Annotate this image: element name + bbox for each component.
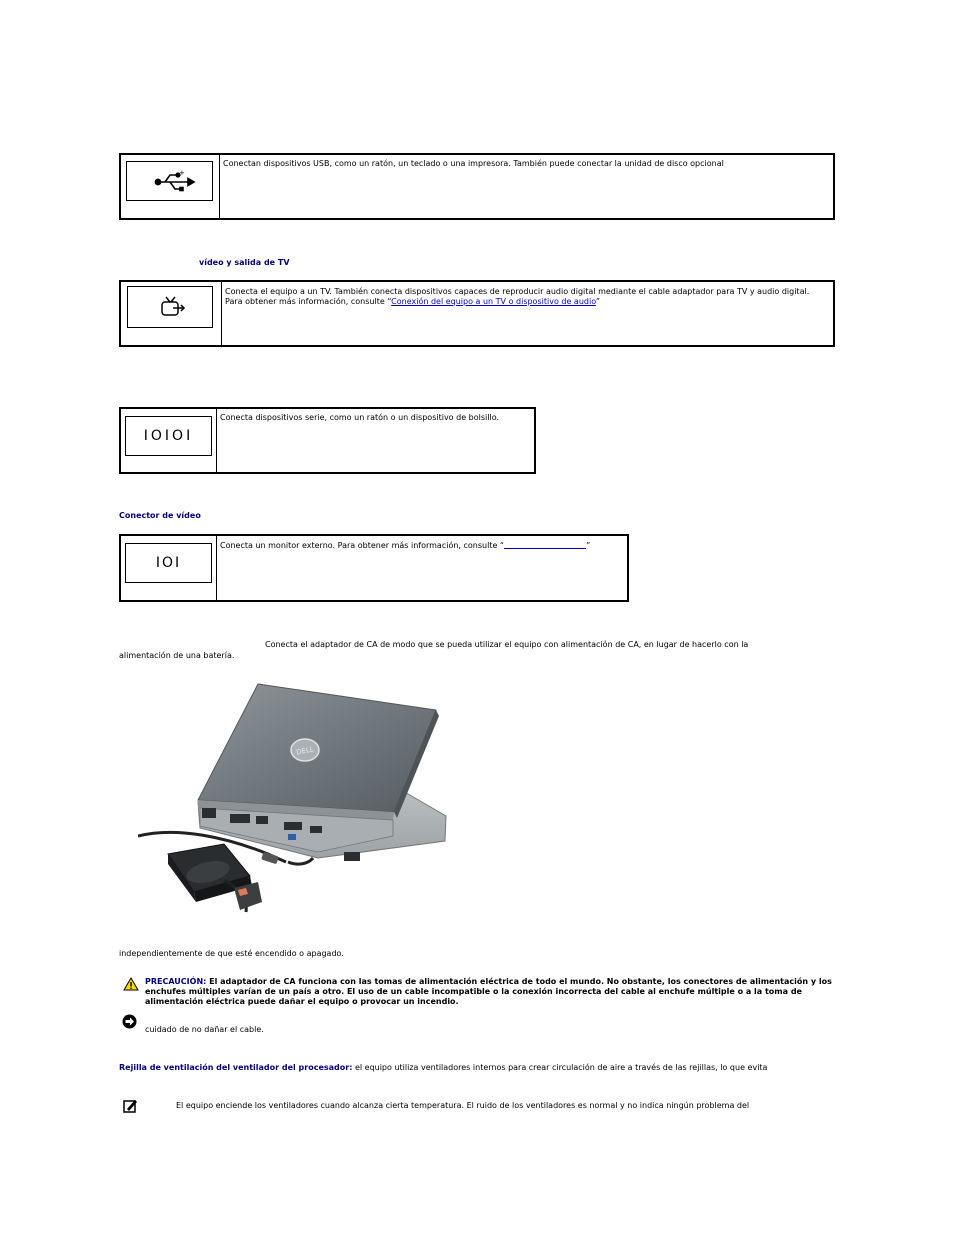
video-port-icon: IOI bbox=[155, 555, 182, 571]
fan-paragraph bbox=[119, 1063, 839, 1072]
usb-description: Conectan dispositivos USB, como un ratón, un teclado o una impresora. También puede conectar la unidad de disco opcional bbox=[223, 159, 724, 168]
usb-table bbox=[119, 153, 835, 220]
tv-description bbox=[225, 287, 825, 307]
serial-description: Conecta dispositivos serie, como un ratón o un dispositivo de bolsillo. bbox=[220, 413, 499, 422]
tv-out-icon bbox=[128, 287, 212, 327]
note-text: El equipo enciende los ventiladores cuando alcanza cierta temperatura. El ruido de los ventiladores es normal y no indica ningún problema del bbox=[176, 1101, 750, 1110]
video-table bbox=[119, 534, 629, 602]
svg-text:+: + bbox=[179, 169, 185, 177]
serial-icon-frame bbox=[125, 416, 212, 456]
fan-text: el equipo utiliza ventiladores internos para crear circulación de aire a través de las rejillas, lo que evita bbox=[352, 1063, 768, 1072]
caution-text bbox=[145, 977, 833, 1007]
usb-icon-cell bbox=[121, 155, 220, 218]
serial-icon-cell bbox=[121, 409, 217, 472]
video-heading: Conector de vídeo bbox=[119, 511, 201, 520]
video-description-close: ” bbox=[586, 541, 591, 550]
note-icon bbox=[123, 1099, 138, 1113]
tv-heading: vídeo y salida de TV bbox=[199, 258, 290, 267]
tv-description-close: ” bbox=[595, 297, 600, 306]
usb-icon-frame bbox=[126, 161, 213, 201]
tv-description-text: Conecta el equipo a un TV. También conecta dispositivos capaces de reproducir audio digital mediante el cable adaptador para TV y audio digital. Para obtener más información, consulte “ bbox=[225, 287, 810, 306]
ac-text-after-image: independientemente de que esté encendido o apagado. bbox=[119, 949, 344, 958]
caution-label: PRECAUCIÓN: bbox=[145, 977, 207, 986]
notice-text: cuidado de no dañar el cable. bbox=[145, 1025, 264, 1034]
video-monitor-link[interactable] bbox=[504, 540, 586, 549]
serial-table bbox=[119, 407, 536, 474]
usb-icon bbox=[127, 162, 212, 200]
video-icon-cell bbox=[121, 536, 217, 600]
ac-text-line-1: Conecta el adaptador de CA de modo que se pueda utilizar el equipo con alimentación de CA, en lugar de hacerlo con la bbox=[265, 640, 749, 649]
fan-heading: Rejilla de ventilación del ventilador del procesador: bbox=[119, 1063, 353, 1072]
tv-table bbox=[119, 280, 835, 347]
serial-port-icon: IOIOI bbox=[143, 428, 194, 444]
video-description-text: Conecta un monitor externo. Para obtener más información, consulte “ bbox=[220, 541, 505, 550]
video-icon-frame bbox=[125, 543, 212, 583]
notice-icon bbox=[122, 1014, 137, 1029]
warning-icon bbox=[123, 977, 139, 991]
laptop-with-ac-adapter-image bbox=[138, 676, 468, 921]
dell-logo-text: DELL bbox=[295, 745, 315, 757]
tv-connection-link[interactable]: Conexión del equipo a un TV o dispositivo de audio bbox=[391, 297, 596, 306]
tv-icon-frame bbox=[127, 286, 213, 328]
tv-icon-cell bbox=[121, 282, 222, 345]
ac-text-line-2: alimentación de una batería. bbox=[119, 651, 235, 660]
video-description bbox=[220, 540, 625, 551]
caution-body: El adaptador de CA funciona con las tomas de alimentación eléctrica de todo el mundo. No obstante, los conectores de alimentación y los enchufes múltiples varían de un país a otro. El uso de un cable incompatible o la conexión incorrecta del cable al enchufe múltiple o a la toma de alimentación eléctrica puede dañar el equipo o provocar un incendio. bbox=[145, 977, 832, 1006]
